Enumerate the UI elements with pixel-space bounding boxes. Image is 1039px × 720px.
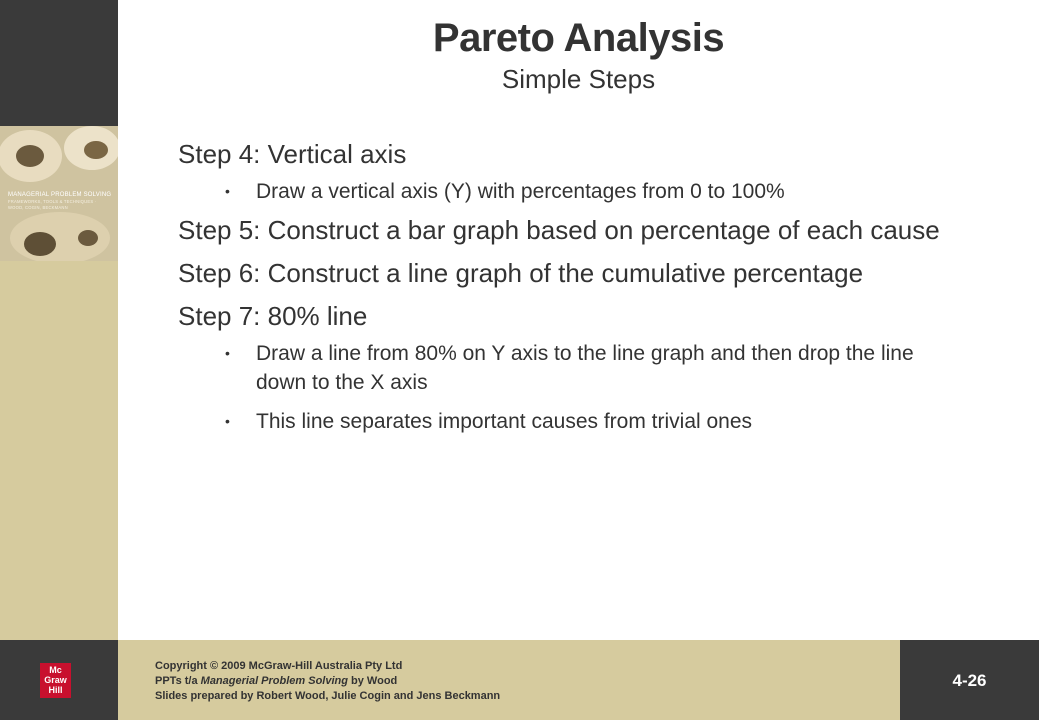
copyright-text: by Wood [347,675,398,687]
step-6-heading: Step 6: Construct a line graph of the cumulative percentage [178,258,864,288]
slide-number: 4-26 [952,671,987,690]
book-cover-image [0,126,118,261]
copyright-line-3: Slides prepared by Robert Wood, Julie Cogin and Jens Beckmann [155,690,501,702]
bullet-text: Draw a vertical axis (Y) with percentages from 0 to 100% [256,180,785,203]
slide-title-sub: Simple Steps [501,64,656,94]
bullet-dot-icon: • [225,413,230,429]
book-cover-title [8,192,112,211]
logo-text-line: Graw [44,675,67,685]
step-7-heading: Step 7: 80% line [178,301,368,331]
logo-text-line: Mc [49,665,62,675]
step-7-bullet-1 [178,339,968,397]
bullet-text: Draw a line from 80% on Y axis to the line graph and then drop the line down to the X axis [256,342,914,394]
book-title-text: MANAGERIAL PROBLEM SOLVING [8,192,112,198]
slide-content [178,136,968,436]
slide-title-main: Pareto Analysis [432,16,725,60]
bullet-dot-icon: • [225,183,230,199]
sidebar-bottom-panel [0,261,118,640]
copyright-notice [155,659,500,704]
book-subtitle-text: FRAMEWORKS, TOOLS & TECHNIQUES · WOOD, COGIN, BECKMANN [8,199,97,210]
bullet-text: This line separates important causes from trivial ones [256,410,753,433]
step-7-bullet-2 [178,407,968,436]
step-4-heading: Step 4: Vertical axis [178,139,407,169]
book-title-italic: Managerial Problem Solving [200,675,348,687]
copyright-text: PPTs t/a [155,675,201,687]
slide-title [118,14,1039,94]
step-5-heading: Step 5: Construct a bar graph based on percentage of each cause [178,215,940,245]
bullet-dot-icon: • [225,345,230,361]
mcgraw-hill-logo [40,663,71,698]
step-4-bullet [178,177,968,206]
copyright-line-1: Copyright © 2009 McGraw-Hill Australia Pty Ltd [155,660,403,672]
logo-text-line: Hill [48,685,63,695]
copyright-line-2 [155,674,500,689]
sidebar-top-panel [0,0,118,126]
